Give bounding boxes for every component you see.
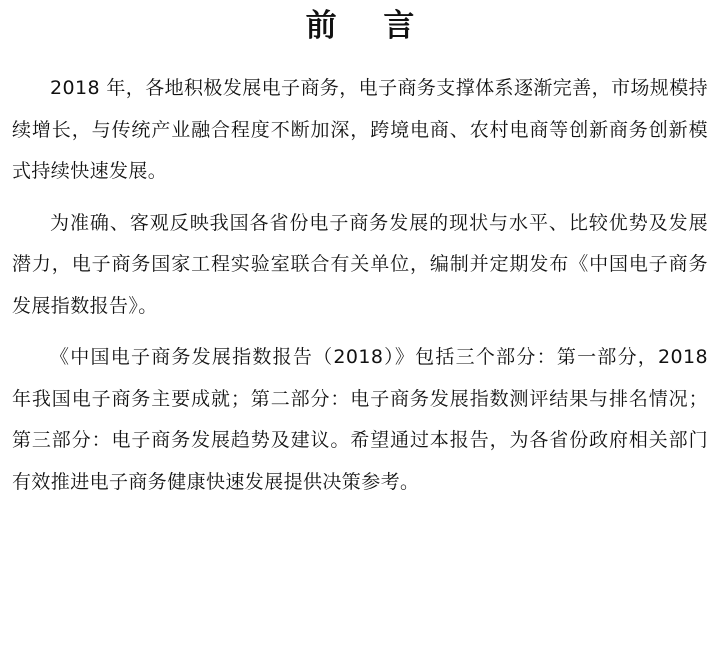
paragraph-1: 2018 年，各地积极发展电子商务，电子商务支撑体系逐渐完善，市场规模持续增长，与传统产业融合程度不断加深，跨境电商、农村电商等创新商务创新模式持续快速发展。 (12, 77, 708, 182)
document-body (12, 68, 708, 503)
paragraph-2: 为准确、客观反映我国各省份电子商务发展的现状与水平、比较优势及发展潜力，电子商务国家工程实验室联合有关单位，编制并定期发布《中国电子商务发展指数报告》。 (12, 211, 708, 317)
page-title: 前 言 (305, 8, 433, 44)
paragraph-3: 《中国电子商务发展指数报告（2018）》包括三个部分：第一部分，2018 年我国电子商务主要成就；第二部分：电子商务发展指数测评结果与排名情况；第三部分：电子商务发展趋势及建议。希望通过本报告，为各省份政府相关部门有效推进电子商务健康快速发展提供决策参考。 (12, 346, 708, 493)
